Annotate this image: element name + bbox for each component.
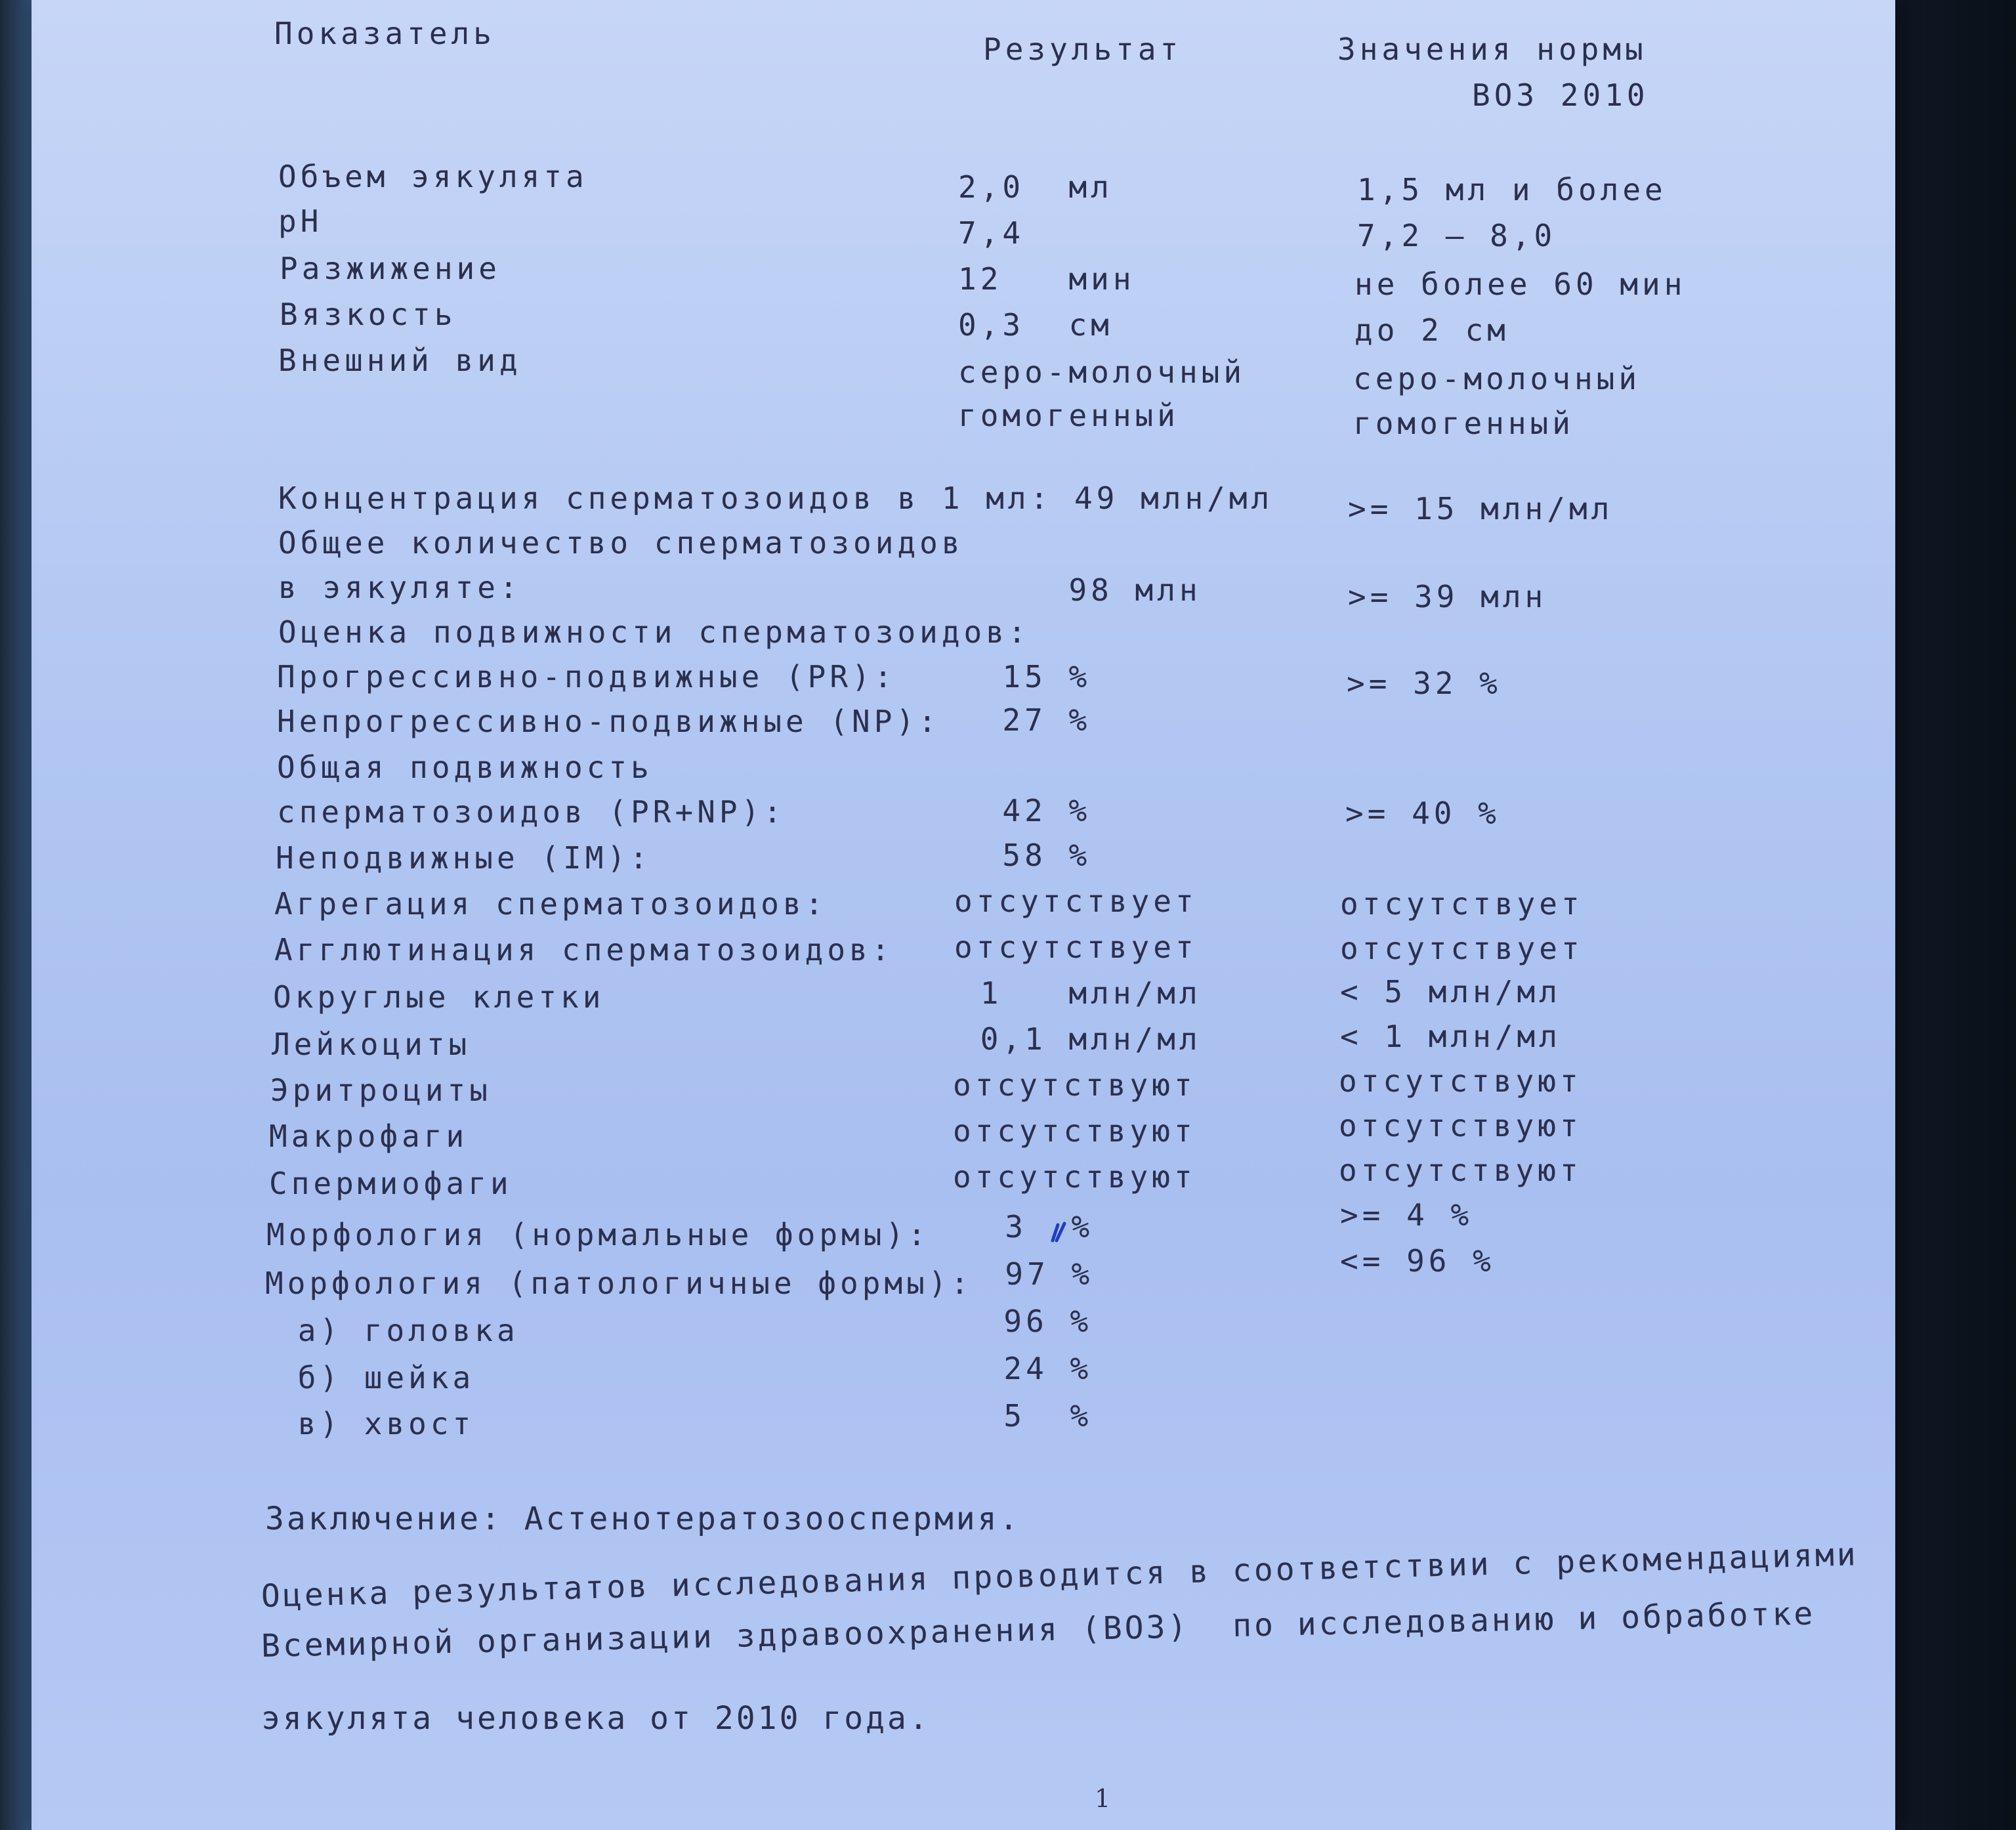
row-value: 3 % [961, 1209, 1094, 1245]
row-value: 97 % [961, 1256, 1094, 1292]
row-label: а) головка [276, 1313, 519, 1348]
page-number: 1 [1095, 1784, 1111, 1813]
row-label: Неподвижные (IM): [276, 840, 652, 876]
row-value: 15 % [958, 659, 1091, 694]
row-norm: отсутствуют [1339, 1063, 1582, 1099]
row-value: отсутствует [954, 929, 1198, 965]
row-value: 24 % [959, 1351, 1093, 1386]
row-value: отсутствует [954, 883, 1198, 919]
row-norm: гомогенный [1353, 406, 1574, 441]
row-label: Разжижение [280, 251, 501, 286]
header-indicator: Показатель [274, 16, 495, 51]
row-value: 1 млн/мл [958, 975, 1202, 1011]
row-value: 42 % [958, 793, 1091, 828]
row-value: 2,0 мл [958, 169, 1113, 205]
row-label: Концентрация сперматозоидов в 1 мл: 49 млн/мл [278, 480, 1274, 516]
row-norm: не более 60 мин [1354, 266, 1687, 302]
row-value: 7,4 [958, 215, 1025, 251]
row-label: Лейкоциты [272, 1027, 471, 1062]
row-label: б) шейка [276, 1360, 475, 1395]
report-sheet [32, 0, 1895, 1830]
row-label: в) хвост [276, 1406, 475, 1441]
row-norm: >= 4 % [1340, 1197, 1473, 1233]
header-norm: Значения нормы [1337, 32, 1647, 67]
row-value: 12 мин [958, 261, 1135, 297]
row-label: Оценка подвижности сперматозоидов: [278, 614, 1030, 650]
row-norm: отсутствуют [1339, 1108, 1582, 1143]
row-value: 96 % [959, 1304, 1093, 1339]
header-result: Результат [983, 32, 1183, 67]
conclusion: Заключение: Астенотератозооспермия. [265, 1500, 1021, 1537]
row-value: гомогенный [958, 398, 1179, 433]
row-norm: отсутствует [1340, 931, 1584, 966]
note-line-3: эякулята человека от 2010 года. [261, 1700, 931, 1737]
row-label: Вязкость [280, 297, 457, 332]
row-norm: отсутствуют [1339, 1153, 1582, 1188]
row-label: Морфология (патологичные формы): [265, 1266, 973, 1301]
row-label: Округлые клетки [273, 979, 605, 1015]
row-label: Прогрессивно-подвижные (PR): [277, 659, 896, 694]
row-norm: <= 96 % [1340, 1243, 1495, 1279]
row-label: Общая подвижность [277, 750, 653, 785]
row-value: отсутствуют [953, 1159, 1196, 1195]
row-value: 58 % [958, 838, 1091, 873]
row-value: серо-молочный [958, 354, 1246, 390]
row-norm: >= 15 млн/мл [1348, 491, 1614, 526]
row-value: 98 млн [958, 572, 1202, 608]
row-norm: 1,5 мл и более [1357, 172, 1667, 207]
row-label: Общее количество сперматозоидов [278, 525, 964, 561]
row-label: Морфология (нормальные формы): [266, 1217, 930, 1252]
row-label: Макрофаги [269, 1118, 469, 1154]
row-label: Внешний вид [278, 343, 522, 378]
row-label: Объем эякулята [278, 159, 588, 194]
row-label: pH [278, 203, 323, 239]
row-label: в эякуляте: [278, 570, 522, 605]
row-label: Эритроциты [270, 1073, 492, 1108]
row-label: сперматозоидов (PR+NP): [277, 794, 786, 830]
note-line-2: Всемирной организации здравоохранения (ВОЗ) по исследованию и обработке [261, 1595, 1816, 1665]
row-norm: до 2 см [1354, 312, 1509, 348]
row-norm: 7,2 — 8,0 [1357, 218, 1557, 253]
header-norm-who: ВОЗ 2010 [1472, 77, 1649, 113]
row-norm: >= 39 млн [1348, 579, 1547, 614]
row-label: Спермиофаги [269, 1166, 513, 1201]
row-value: 0,1 млн/мл [958, 1021, 1202, 1057]
row-value: 5 % [959, 1398, 1093, 1434]
row-value: 27 % [958, 702, 1091, 738]
row-norm: отсутствует [1340, 886, 1584, 922]
row-norm: >= 32 % [1347, 666, 1502, 701]
row-label: Агглютинация сперматозоидов: [274, 932, 894, 968]
row-norm: >= 40 % [1345, 796, 1500, 831]
row-label: Агрегация сперматозоидов: [274, 886, 828, 922]
row-label: Непрогрессивно-подвижные (NP): [277, 704, 940, 739]
pen-mark-icon [1049, 1221, 1068, 1243]
row-value: отсутствуют [953, 1067, 1196, 1103]
row-norm: < 5 млн/мл [1340, 974, 1561, 1010]
row-norm: < 1 млн/мл [1340, 1019, 1561, 1054]
row-value: отсутствуют [953, 1113, 1196, 1149]
row-value: 0,3 см [958, 307, 1113, 343]
note-line-1: Оценка результатов исследования проводится в соответствии с рекомендациями [261, 1536, 1859, 1615]
row-norm: серо-молочный [1353, 361, 1641, 396]
